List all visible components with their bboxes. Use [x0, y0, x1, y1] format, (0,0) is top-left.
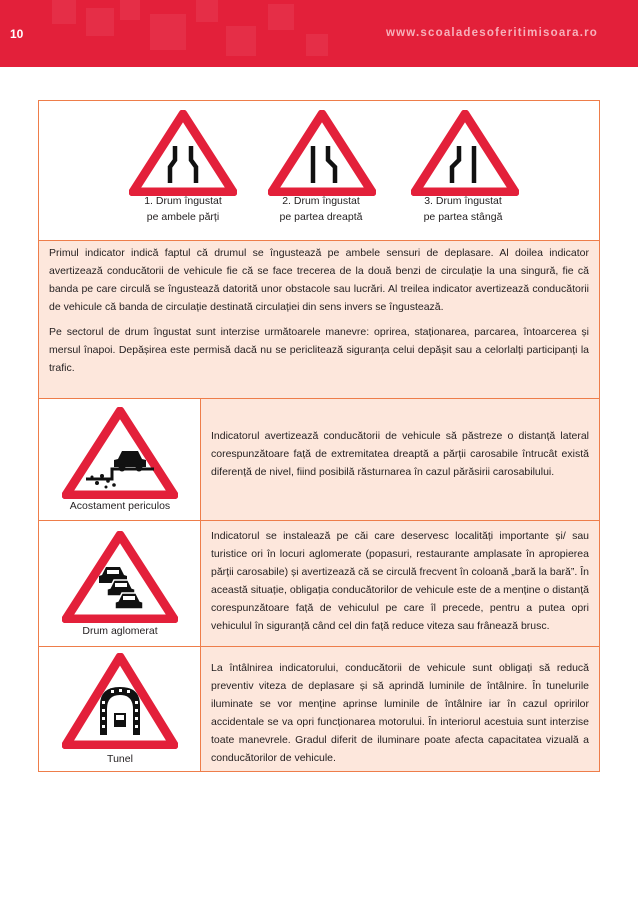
header-tile — [196, 0, 218, 22]
content-box — [38, 100, 600, 772]
road-narrows-both-sides-icon — [129, 110, 237, 196]
page-header — [0, 0, 638, 67]
website-url[interactable]: www.scoaladesoferitimisoara.ro — [386, 27, 598, 39]
sign-caption-1 — [123, 193, 243, 225]
sign-description — [201, 647, 599, 771]
sign-caption-2 — [261, 193, 381, 225]
header-tile — [52, 0, 76, 24]
description-text: La întâlnirea indicatorului, conducătorii de vehicule sunt obligați să reducă preventiv viteza de deplasare și să aprindă luminile de întâlnire. În tunelurile iluminate se vor menține aprinse luminile de întâlnire iar în cazul opririlor accidentale se va opri funcționarea motorului. În interiorul acestuia sunt interzise toate manevrele. Gradul diferit de iluminare poate afecta capacitatea vizuală a conducătorilor de vehicule. — [211, 662, 589, 764]
sign-cell — [39, 647, 201, 771]
narrow-road-signs-section — [39, 101, 599, 240]
page-number: 10 — [10, 27, 24, 41]
tunnel-icon — [62, 653, 178, 749]
header-tile — [86, 8, 114, 36]
sign-row-dangerous-shoulder — [39, 399, 599, 521]
header-tile — [120, 0, 140, 20]
sign-label: Tunel — [107, 753, 133, 765]
sign-cell — [39, 521, 201, 646]
caption-line: 2. Drum îngustat — [282, 195, 360, 207]
caption-line: pe partea dreaptă — [279, 211, 363, 223]
sign-caption-3 — [403, 193, 523, 225]
header-tile — [306, 34, 328, 56]
narrow-road-explanation — [39, 240, 599, 399]
caption-line: 1. Drum îngustat — [144, 195, 222, 207]
header-tile — [150, 14, 186, 50]
sign-row-tunnel — [39, 647, 599, 771]
paragraph: Pe sectorul de drum îngustat sunt interzise următoarele manevre: oprirea, staționarea, parcarea, întoarcerea și mersul înapoi. Depășirea este permisă dacă nu se periclitează siguranța celui depășit sau a celorlalți participanți la trafic. — [49, 326, 589, 374]
dangerous-shoulder-icon — [62, 407, 178, 499]
caption-line: 3. Drum îngustat — [424, 195, 502, 207]
sign-description — [201, 521, 599, 646]
traffic-queue-icon — [62, 531, 178, 623]
description-text: Indicatorul se instalează pe căi care deservesc localități importante și/ sau turistice ori în locuri aglomerate (popasuri, restaurante amplasate în apropierea părții carosabile) și avertizează că se circulă frecvent în coloană „bară la bară”. În această situație, obligația conducătorilor de vehicule este de a menține o distanță corespunzătoare față de vehiculul pe care îl precede, pentru a putea opri vehiculul în siguranță când cel din față reduce viteza sau frânează brusc. — [211, 530, 589, 632]
header-tile — [226, 26, 256, 56]
header-tile — [268, 4, 294, 30]
paragraph: Primul indicator indică faptul că drumul se îngustează pe ambele sensuri de deplasare. Al doilea indicator avertizează conducătorii de vehicule fie că se face trecerea de la două benzi de circulație la una singură, fie că banda pe care circulă se îngustează datorită unor obstacole sau lucrări. Al treilea indicator avertizează conducătorii de vehicule că banda de circulație destinată circulației din sens invers se îngustează. — [49, 247, 589, 313]
sign-description — [201, 399, 599, 520]
road-narrows-right-icon — [268, 110, 376, 196]
sign-cell — [39, 399, 201, 520]
description-text: Indicatorul avertizează conducătorii de vehicule să păstreze o distanță lateral corespunzătoare față de extremitatea dreaptă a părții carosabile întrucât există diferență de nivel, fiind posibilă răsturnarea în cazul părăsirii carosabilului. — [211, 430, 589, 478]
sign-row-traffic-queue — [39, 521, 599, 647]
sign-label: Acostament periculos — [69, 500, 171, 512]
sign-label: Drum aglomerat — [82, 625, 158, 637]
road-narrows-left-icon — [411, 110, 519, 196]
caption-line: pe partea stângă — [423, 211, 503, 223]
caption-line: pe ambele părți — [146, 211, 220, 223]
